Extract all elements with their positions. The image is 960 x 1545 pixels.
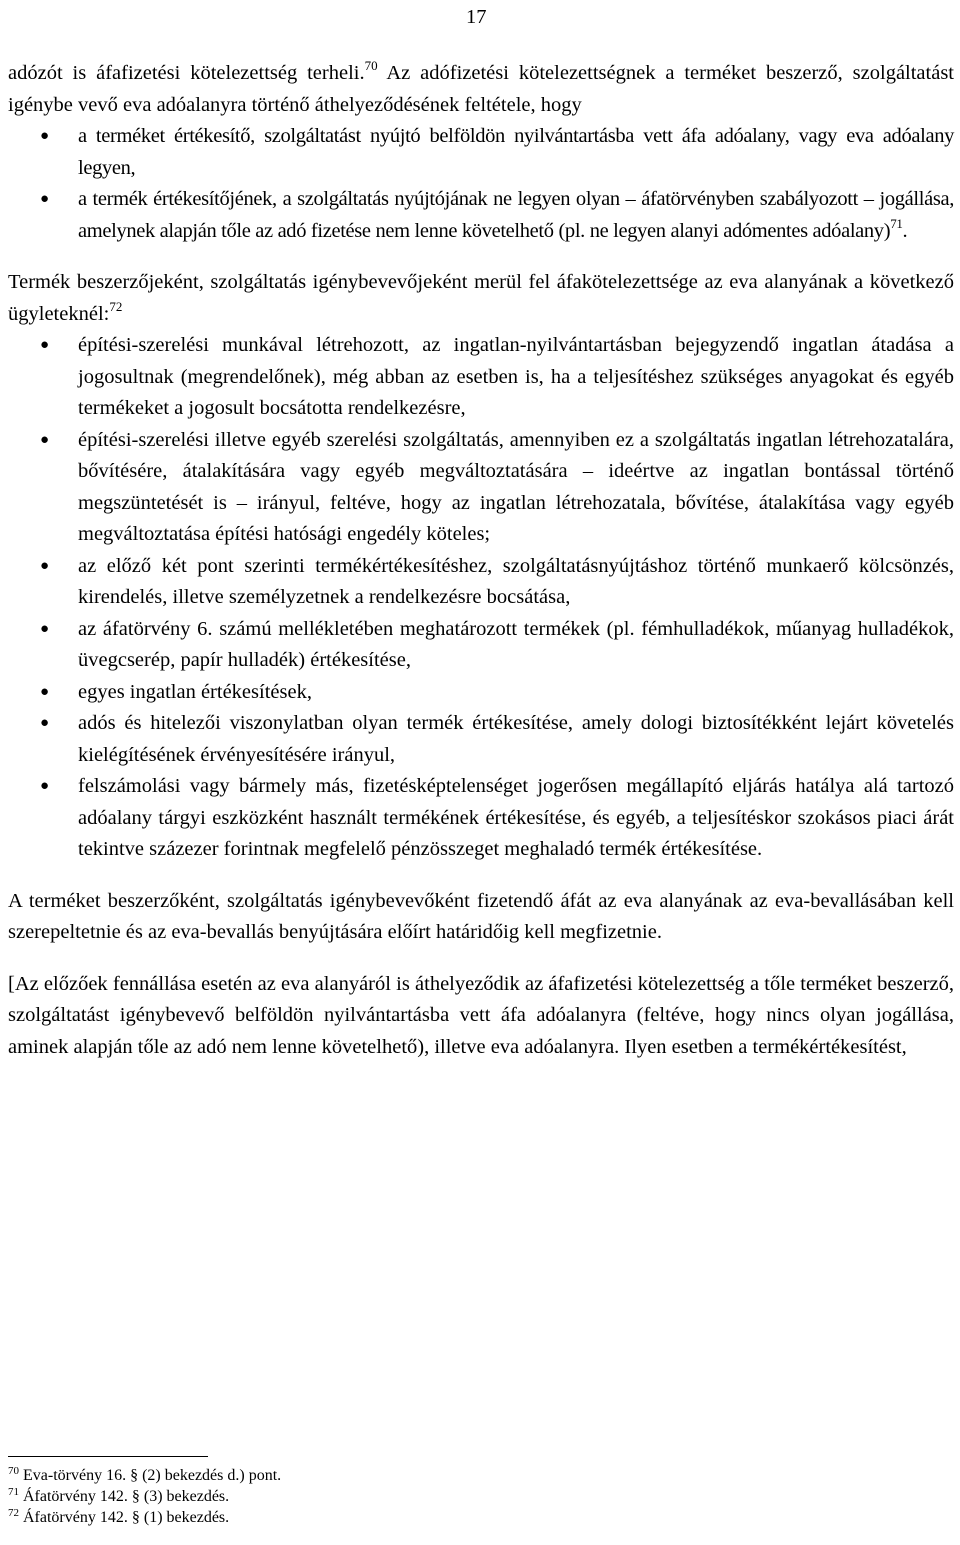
list-item [8, 708, 954, 771]
bullet-icon: ● [40, 337, 50, 353]
footnote-text: Eva-törvény 16. § (2) bekezdés d.) pont. [23, 1467, 282, 1484]
list-item [8, 771, 954, 866]
paragraph-1-text-a: adózót is áfafizetési kötelezettség terheli. [8, 62, 365, 84]
list-item-text: építési-szerelési illetve egyéb szerelési szolgáltatás, amennyiben ez a szolgáltatás ingatlan létrehozatalára, bővítésére, átalakítására vagy egyéb megváltoztatására – ideértve az ingatlan bontással történő megszüntetését is – irányul, feltéve, hogy az ingatlan létrehozatala, bővítése, átalakítása vagy egyéb megváltoztatása építési hatósági engedély köteles; [78, 428, 954, 545]
list-item-text: a termék értékesítőjének, a szolgáltatás nyújtójának ne legyen olyan – áfatörvényben szabályozott – jogállása, amelynek alapján tőle az adó fizetése nem lenne követelhető (pl. ne legyen alanyi adómentes adóalany) [78, 188, 954, 242]
bullet-icon: ● [40, 683, 50, 700]
bullet-icon: ● [40, 778, 50, 794]
page-body [8, 58, 954, 1063]
paragraph-2-text: Termék beszerzőjeként, szolgáltatás igénybevevőjeként merül fel áfakötelezettsége az eva alanyának a következő ügyleteknél: [8, 271, 954, 325]
paragraph-4: [Az előzőek fennállása esetén az eva alanyáról is áthelyeződik az áfafizetési kötelezettség a tőle terméket beszerző, szolgáltatást igénybevevő belföldön nyilvántartásba vett áfa adóalanyra (feltéve, hogy nincs olyan jogállása, aminek alapján tőle az adó nem lenne követelhető), illetve eva adóalanyra. Ilyen esetben a termékértékesítést, [8, 972, 954, 1058]
footnote-ref-72[interactable]: 72 [109, 298, 123, 314]
list-item [8, 425, 954, 551]
paragraph-1 [8, 58, 954, 121]
list-item [8, 551, 954, 614]
list-item [8, 614, 954, 677]
list-item [8, 121, 954, 184]
footnote-divider [8, 1456, 208, 1457]
condition-list [8, 121, 954, 247]
footnotes [8, 1456, 608, 1528]
footnote-70 [8, 1465, 608, 1486]
transaction-list [8, 330, 954, 866]
bullet-icon: ● [40, 557, 50, 574]
list-item [8, 330, 954, 425]
list-item-text: a terméket értékesítő, szolgáltatást nyújtó belföldön nyilvántartásba vett áfa adóalany, vagy eva adóalany legyen, [78, 125, 954, 179]
page-number: 17 [466, 6, 487, 28]
footnote-71 [8, 1486, 608, 1507]
footnote-text: Áfatörvény 142. § (1) bekezdés. [23, 1509, 230, 1526]
list-item-text: az áfatörvény 6. számú mellékletében meghatározott termékek (pl. fémhulladékok, műanyag hulladékok, üvegcserép, papír hulladék) értékesítése, [78, 617, 954, 671]
bullet-icon: ● [40, 128, 49, 144]
footnote-72 [8, 1507, 608, 1528]
list-item-text-end: . [902, 219, 908, 242]
list-item-text: az előző két pont szerinti termékértékesítéshez, szolgáltatásnyújtáshoz történő munkaerő kölcsönzés, kirendelés, illetve személyzetnek a rendelkezésre bocsátása, [78, 554, 954, 608]
paragraph-3: A terméket beszerzőként, szolgáltatás igénybevevőként fizetendő áfát az eva alanyának az eva-bevallásában kell szerepeltetnie és az eva-bevallás benyújtására előírt határidőig kell megfizetnie. [8, 889, 954, 943]
bullet-icon: ● [40, 191, 49, 207]
list-item [8, 184, 954, 247]
footnote-ref-70[interactable]: 70 [364, 58, 378, 73]
list-item-text: felszámolási vagy bármely más, fizetésképtelenséget jogerősen megállapító eljárás hatálya alá tartozó adóalany tárgyi eszközként használt termékének értékesítése, és egyéb, a teljesítéskor szokásos piaci árát tekintve százezer forintnak megfelelő pénzösszeget meghaladó termék értékesítése. [78, 775, 954, 860]
footnote-number: 70 [8, 1465, 19, 1477]
paragraph-1-text-b: Az adófizetési kötelezettségnek a terméket beszerző, szolgáltatást igénybe vevő eva adóalanyra történő áthelyeződésének feltétele, hogy [8, 62, 954, 116]
list-item [8, 677, 954, 709]
footnote-number: 72 [8, 1507, 19, 1519]
list-item-text: építési-szerelési munkával létrehozott, az ingatlan-nyilvántartásban bejegyzendő ingatlan átadása a jogosultnak (megrendelőnek), még abban az esetben is, ha a teljesítéshez szükséges anyagokat és egyéb termékeket a jogosult bocsátotta rendelkezésre, [78, 334, 954, 419]
bullet-icon: ● [40, 431, 50, 448]
bullet-icon: ● [40, 715, 50, 731]
paragraph-2 [8, 267, 954, 330]
list-item-text: adós és hitelezői viszonylatban olyan termék értékesítése, amely dologi biztosítékként lejárt követelés kielégítésének érvényesítésére irányul, [78, 712, 954, 766]
bullet-icon: ● [40, 620, 50, 637]
footnote-ref-71[interactable]: 71 [890, 215, 903, 231]
list-item-text: egyes ingatlan értékesítések, [78, 680, 312, 703]
footnote-number: 71 [8, 1486, 19, 1498]
footnote-text: Áfatörvény 142. § (3) bekezdés. [23, 1488, 230, 1505]
